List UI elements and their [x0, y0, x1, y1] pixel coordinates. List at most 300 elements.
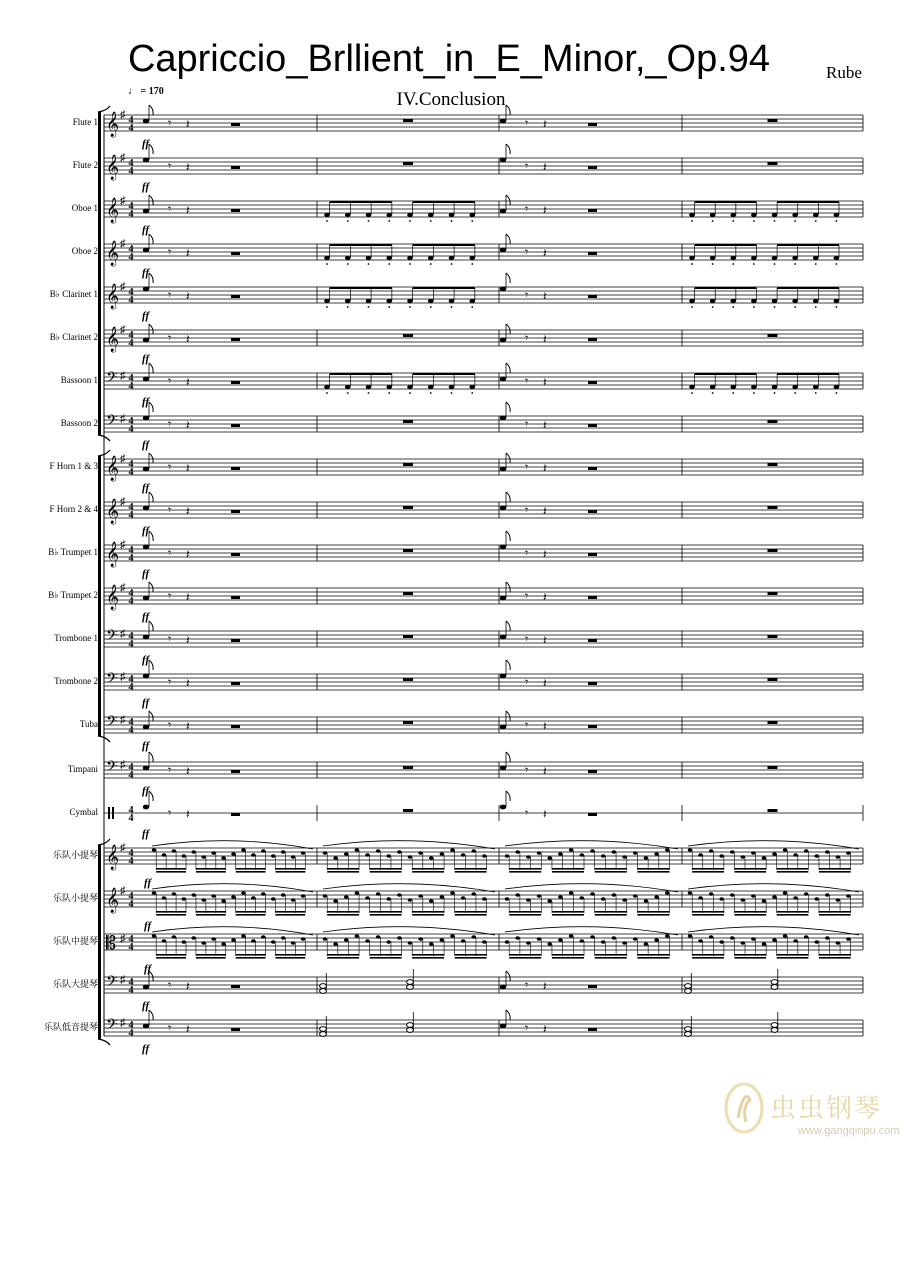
whole-rest-icon	[768, 721, 778, 724]
whole-rest-icon	[403, 162, 413, 165]
key-signature-sharp: ♯	[120, 496, 126, 508]
quarter-rest-icon: 𝄽	[543, 375, 547, 389]
notehead	[143, 985, 149, 990]
notehead	[505, 940, 510, 944]
eighth-rest-icon: 𝄾	[525, 288, 529, 302]
notehead	[324, 213, 330, 217]
time-signature-top: 4	[128, 674, 134, 685]
beam	[595, 954, 627, 956]
notehead	[500, 545, 506, 550]
notehead	[500, 416, 506, 421]
notehead	[804, 892, 809, 896]
notehead	[408, 941, 413, 945]
notehead	[537, 937, 542, 941]
half-rest-icon	[231, 381, 240, 384]
beam	[637, 911, 669, 913]
time-signature-top: 4	[128, 934, 134, 945]
beam	[692, 957, 724, 959]
beam	[692, 911, 724, 913]
eighth-rest-icon: 𝄾	[525, 1021, 529, 1035]
beam	[330, 373, 392, 375]
notehead	[633, 894, 638, 898]
staccato-dot	[368, 306, 370, 308]
whole-rest-icon	[403, 463, 413, 466]
notehead	[281, 893, 286, 897]
notehead	[500, 805, 506, 810]
key-signature-sharp: ♯	[120, 714, 126, 726]
half-rest-icon	[231, 985, 240, 988]
notehead	[428, 256, 434, 260]
whole-rest-icon	[768, 420, 778, 423]
time-signature-bottom: 4	[128, 424, 134, 435]
notehead	[741, 855, 746, 859]
half-notehead	[320, 1032, 327, 1037]
time-signature-bottom: 4	[128, 166, 134, 177]
notehead	[500, 467, 506, 472]
beam	[637, 871, 669, 873]
notehead	[333, 899, 338, 903]
time-signature-top: 4	[128, 201, 134, 212]
notehead	[500, 158, 506, 163]
dynamic-marking: ff	[142, 785, 150, 797]
note-flag	[506, 752, 510, 762]
half-rest-icon	[231, 639, 240, 642]
notehead	[344, 895, 349, 899]
notehead	[762, 899, 767, 903]
treble-clef-icon: 𝄞	[106, 585, 120, 610]
note-flag	[149, 752, 153, 762]
notehead	[825, 893, 830, 897]
beam	[734, 957, 766, 959]
notehead	[730, 850, 735, 854]
dynamic-marking: ff	[142, 439, 150, 451]
half-rest-icon	[588, 510, 597, 513]
treble-clef-icon: 𝄞	[106, 241, 120, 266]
instrument-label: Oboe 2	[71, 246, 98, 256]
key-signature-sharp: ♯	[120, 842, 126, 854]
half-rest-icon	[588, 596, 597, 599]
staccato-dot	[732, 263, 734, 265]
staccato-dot	[691, 263, 693, 265]
eighth-rest-icon: 𝄾	[168, 718, 172, 732]
notehead	[450, 848, 455, 852]
staccato-dot	[794, 306, 796, 308]
beam	[327, 868, 359, 870]
staccato-dot	[471, 263, 473, 265]
beam	[777, 201, 839, 203]
beam	[637, 954, 669, 956]
beam	[275, 957, 305, 959]
half-rest-icon	[588, 725, 597, 728]
notehead	[719, 854, 724, 858]
beam	[819, 957, 851, 959]
key-signature-sharp: ♯	[120, 281, 126, 293]
beam	[196, 868, 226, 870]
notehead	[461, 939, 466, 943]
staccato-dot	[347, 263, 349, 265]
notehead	[397, 850, 402, 854]
notehead	[772, 938, 777, 942]
beam	[196, 914, 226, 916]
time-signature-top: 4	[128, 1020, 134, 1031]
half-notehead	[771, 980, 778, 985]
beam	[413, 201, 475, 203]
staccato-dot	[347, 306, 349, 308]
staccato-dot	[753, 392, 755, 394]
notehead	[191, 850, 196, 854]
whole-rest-icon	[768, 463, 778, 466]
notehead	[792, 256, 798, 260]
half-notehead	[685, 1032, 692, 1037]
whole-rest-icon	[403, 721, 413, 724]
notehead	[814, 854, 819, 858]
beam	[509, 868, 541, 870]
key-signature-sharp: ♯	[120, 370, 126, 382]
quarter-rest-icon: 𝄽	[186, 547, 190, 561]
notehead	[386, 299, 392, 303]
beam	[156, 871, 186, 873]
notehead	[836, 941, 841, 945]
half-rest-icon	[588, 123, 597, 126]
note-flag	[149, 363, 153, 373]
staff-20	[53, 927, 863, 975]
notehead	[689, 299, 695, 303]
notehead	[500, 377, 506, 382]
notehead	[762, 942, 767, 946]
half-notehead	[685, 989, 692, 994]
notehead	[345, 385, 351, 389]
dynamic-marking: ff	[142, 697, 150, 709]
note-flag	[149, 582, 153, 592]
notehead	[366, 299, 372, 303]
notehead	[201, 941, 206, 945]
instrument-label: Flute 1	[72, 117, 98, 127]
half-rest-icon	[231, 252, 240, 255]
notehead	[762, 856, 767, 860]
quarter-rest-icon: 𝄽	[543, 807, 547, 821]
half-rest-icon	[588, 381, 597, 384]
note-flag	[149, 144, 153, 154]
staccato-dot	[326, 392, 328, 394]
beam	[509, 911, 541, 913]
notehead	[324, 385, 330, 389]
half-rest-icon	[231, 510, 240, 513]
eighth-rest-icon: 𝄾	[525, 159, 529, 173]
notehead	[407, 213, 413, 217]
beam	[695, 201, 757, 203]
notehead	[751, 213, 757, 217]
time-signature-top: 4	[128, 287, 134, 298]
eighth-rest-icon: 𝄾	[168, 417, 172, 431]
notehead	[386, 897, 391, 901]
notehead	[429, 856, 434, 860]
half-rest-icon	[231, 424, 240, 427]
notehead	[221, 856, 226, 860]
key-signature-sharp: ♯	[120, 933, 126, 945]
beam	[552, 957, 584, 959]
notehead	[471, 935, 476, 939]
notehead	[689, 256, 695, 260]
bass-clef-icon: 𝄢	[106, 973, 118, 994]
note-flag	[506, 660, 510, 670]
notehead	[792, 385, 798, 389]
notehead	[143, 209, 149, 214]
note-flag	[506, 402, 510, 412]
notehead	[825, 936, 830, 940]
notehead	[211, 851, 216, 855]
notehead	[834, 299, 840, 303]
notehead	[709, 849, 714, 853]
note-flag	[506, 453, 510, 463]
notehead	[601, 897, 606, 901]
staccato-dot	[712, 392, 714, 394]
notehead	[449, 213, 455, 217]
beam	[196, 911, 226, 913]
whole-rest-icon	[768, 635, 778, 638]
beam	[413, 287, 475, 289]
half-rest-icon	[231, 295, 240, 298]
note-flag	[149, 105, 153, 115]
bass-clef-icon: 𝄢	[106, 369, 118, 390]
beam	[695, 287, 757, 289]
staff-7	[61, 363, 863, 408]
beam	[509, 954, 541, 956]
half-rest-icon	[231, 467, 240, 470]
notehead	[730, 385, 736, 389]
beam	[552, 868, 584, 870]
staccato-dot	[326, 220, 328, 222]
beam	[370, 871, 402, 873]
percussion-clef-icon	[108, 807, 110, 819]
notehead	[323, 851, 328, 855]
beam	[327, 957, 359, 959]
note-flag	[149, 324, 153, 334]
bass-clef-icon: 𝄢	[106, 670, 118, 691]
quarter-rest-icon: 𝄽	[186, 289, 190, 303]
note-flag	[149, 621, 153, 631]
dynamic-marking: ff	[142, 482, 150, 494]
notehead	[355, 848, 360, 852]
key-signature-sharp: ♯	[120, 1017, 126, 1029]
beam	[734, 871, 766, 873]
notehead	[814, 940, 819, 944]
key-signature-sharp: ♯	[120, 974, 126, 986]
notehead	[590, 849, 595, 853]
score-title: Capriccio_Brllient_in_E_Minor,_Op.94	[127, 38, 771, 80]
notehead	[500, 1024, 506, 1029]
bass-clef-icon: 𝄢	[106, 1016, 118, 1037]
beam	[412, 957, 444, 959]
beam	[196, 871, 226, 873]
beam	[156, 868, 186, 870]
beam	[412, 868, 444, 870]
half-notehead	[771, 1023, 778, 1028]
notehead	[580, 853, 585, 857]
beam	[327, 871, 359, 873]
beam	[275, 871, 305, 873]
treble-clef-icon: 𝄞	[106, 284, 120, 309]
notehead	[408, 898, 413, 902]
instrument-label: 乐队低音提琴	[43, 1022, 98, 1032]
time-signature-top: 4	[128, 459, 134, 470]
instrument-label: B♭ Trumpet 2	[48, 590, 98, 600]
bass-clef-icon: 𝄢	[106, 713, 118, 734]
notehead	[162, 853, 167, 857]
eighth-rest-icon: 𝄾	[168, 978, 172, 992]
time-signature-top: 4	[128, 416, 134, 427]
notehead	[772, 256, 778, 260]
time-signature-top: 4	[128, 373, 134, 384]
beam	[777, 287, 839, 289]
notehead	[688, 848, 693, 852]
key-signature-sharp: ♯	[120, 759, 126, 771]
staff-15	[80, 711, 863, 752]
notehead	[792, 299, 798, 303]
half-notehead	[685, 1027, 692, 1032]
notehead	[162, 939, 167, 943]
notehead	[846, 894, 851, 898]
eighth-rest-icon: 𝄾	[525, 763, 529, 777]
staff-19	[53, 884, 863, 932]
notehead	[301, 937, 306, 941]
note-flag	[506, 105, 510, 115]
notehead	[622, 855, 627, 859]
treble-clef-icon: 𝄞	[106, 198, 120, 223]
notehead	[710, 299, 716, 303]
time-signature-bottom: 4	[128, 252, 134, 263]
beam	[330, 287, 392, 289]
eighth-rest-icon: 𝄾	[525, 632, 529, 646]
notehead	[558, 938, 563, 942]
staff-10	[49, 492, 863, 537]
staccato-dot	[347, 220, 349, 222]
beam	[509, 957, 541, 959]
time-signature-bottom: 4	[128, 770, 134, 781]
quarter-rest-icon: 𝄽	[186, 160, 190, 174]
half-rest-icon	[588, 553, 597, 556]
half-rest-icon	[588, 295, 597, 298]
time-signature-bottom: 4	[128, 1028, 134, 1039]
dynamic-marking: ff	[142, 396, 150, 408]
beam	[275, 911, 305, 913]
time-signature-top: 4	[128, 158, 134, 169]
quarter-rest-icon: 𝄽	[543, 764, 547, 778]
notehead	[211, 894, 216, 898]
notehead	[366, 385, 372, 389]
notehead	[537, 851, 542, 855]
instrument-label: Tuba	[79, 719, 98, 729]
half-notehead	[771, 1028, 778, 1033]
beam	[412, 914, 444, 916]
notehead	[834, 213, 840, 217]
beam	[637, 914, 669, 916]
time-signature-bottom: 4	[128, 381, 134, 392]
staccato-dot	[409, 220, 411, 222]
beam	[196, 957, 226, 959]
staccato-dot	[815, 392, 817, 394]
strings-bracket	[98, 845, 101, 1039]
notehead	[741, 941, 746, 945]
notehead	[590, 935, 595, 939]
beam	[236, 868, 266, 870]
staff-8	[61, 402, 863, 451]
notehead	[143, 338, 149, 343]
beam	[156, 954, 186, 956]
half-rest-icon	[231, 770, 240, 773]
staccato-dot	[388, 306, 390, 308]
treble-clef-icon: 𝄞	[106, 499, 120, 524]
beam	[637, 957, 669, 959]
notehead	[301, 894, 306, 898]
treble-clef-icon: 𝄞	[106, 456, 120, 481]
notehead	[813, 385, 819, 389]
notehead	[428, 385, 434, 389]
movement-title: IV.Conclusion	[396, 89, 506, 110]
quarter-rest-icon: 𝄽	[543, 979, 547, 993]
half-rest-icon	[231, 1028, 240, 1031]
whole-rest-icon	[768, 809, 778, 812]
staff-9	[49, 453, 863, 494]
staccato-dot	[753, 306, 755, 308]
dynamic-marking: ff	[142, 1000, 150, 1012]
dynamic-marking: ff	[144, 920, 152, 932]
beam	[412, 911, 444, 913]
notehead	[231, 938, 236, 942]
staccato-dot	[732, 306, 734, 308]
eighth-rest-icon: 𝄾	[168, 159, 172, 173]
beam	[156, 914, 186, 916]
key-signature-sharp: ♯	[120, 238, 126, 250]
notehead	[182, 940, 187, 944]
notehead	[143, 725, 149, 730]
notehead	[281, 850, 286, 854]
notehead	[231, 895, 236, 899]
quarter-rest-icon: 𝄽	[186, 375, 190, 389]
time-signature-top: 4	[128, 848, 134, 859]
eighth-rest-icon: 𝄾	[168, 245, 172, 259]
notehead	[345, 213, 351, 217]
staff-17	[70, 791, 864, 840]
instrument-label: Bassoon 2	[60, 418, 98, 428]
notehead	[793, 853, 798, 857]
notehead	[500, 287, 506, 292]
staccato-dot	[471, 220, 473, 222]
note-flag	[149, 531, 153, 541]
notehead	[323, 937, 328, 941]
quarter-rest-icon: 𝄽	[543, 418, 547, 432]
notehead	[601, 854, 606, 858]
notehead	[143, 805, 149, 810]
notehead	[751, 851, 756, 855]
beam	[819, 871, 851, 873]
staccato-dot	[774, 220, 776, 222]
notehead	[461, 896, 466, 900]
whole-rest-icon	[768, 678, 778, 681]
half-notehead	[320, 984, 327, 989]
beam	[455, 957, 487, 959]
notehead	[515, 936, 520, 940]
staff-12	[48, 582, 863, 623]
instrument-label: 乐队大提琴	[52, 979, 98, 989]
key-signature-sharp: ♯	[120, 628, 126, 640]
notehead	[408, 855, 413, 859]
time-signature-top: 4	[128, 588, 134, 599]
time-signature-bottom: 4	[128, 209, 134, 220]
quarter-rest-icon: 𝄽	[186, 461, 190, 475]
notehead	[689, 213, 695, 217]
time-signature-top: 4	[128, 762, 134, 773]
time-signature-bottom: 4	[128, 813, 134, 824]
